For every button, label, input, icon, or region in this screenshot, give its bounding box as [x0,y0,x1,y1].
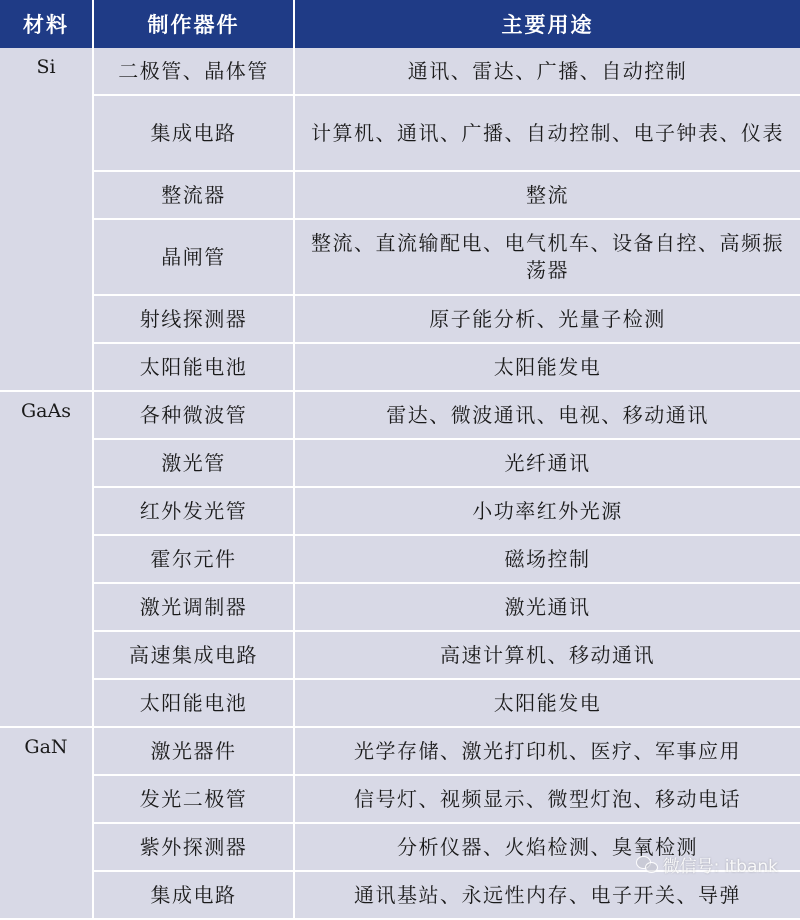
device-cell: 集成电路 [93,871,294,919]
use-cell: 原子能分析、光量子检测 [294,295,800,343]
use-cell: 计算机、通讯、广播、自动控制、电子钟表、仪表 [294,95,800,171]
table-row [0,775,800,823]
device-cell: 各种微波管 [93,391,294,439]
table-row [0,535,800,583]
material-cell: Si [0,48,93,391]
table-row [0,171,800,219]
table-row [0,95,800,171]
device-cell: 二极管、晶体管 [93,48,294,95]
device-cell: 晶闸管 [93,219,294,295]
device-cell: 高速集成电路 [93,631,294,679]
use-cell: 光学存储、激光打印机、医疗、军事应用 [294,727,800,775]
table-row [0,48,800,95]
table-row [0,439,800,487]
use-cell: 雷达、微波通讯、电视、移动通讯 [294,391,800,439]
device-cell: 发光二极管 [93,775,294,823]
device-cell: 太阳能电池 [93,679,294,727]
table-row [0,219,800,295]
use-cell: 整流 [294,171,800,219]
use-cell: 太阳能发电 [294,343,800,391]
device-cell: 整流器 [93,171,294,219]
table-row [0,631,800,679]
device-cell: 激光器件 [93,727,294,775]
table-row [0,871,800,919]
use-cell: 信号灯、视频显示、微型灯泡、移动电话 [294,775,800,823]
header-material: 材料 [0,0,93,48]
device-cell: 激光管 [93,439,294,487]
wechat-watermark [636,852,778,877]
device-cell: 紫外探测器 [93,823,294,871]
device-cell: 射线探测器 [93,295,294,343]
use-cell: 通讯基站、永远性内存、电子开关、导弹 [294,871,800,919]
material-cell: GaAs [0,391,93,727]
watermark-text: 微信号: itbank [662,857,778,877]
use-cell: 太阳能发电 [294,679,800,727]
table-row [0,343,800,391]
table-row [0,391,800,439]
device-cell: 太阳能电池 [93,343,294,391]
use-cell: 小功率红外光源 [294,487,800,535]
material-cell: GaN [0,727,93,919]
device-cell: 集成电路 [93,95,294,171]
use-cell: 激光通讯 [294,583,800,631]
use-cell: 整流、直流输配电、电气机车、设备自控、高频振荡器 [294,219,800,295]
table-row [0,295,800,343]
table-row [0,727,800,775]
use-cell: 分析仪器、火焰检测、臭氧检测 [294,823,800,871]
table-row [0,487,800,535]
device-cell: 霍尔元件 [93,535,294,583]
device-cell: 激光调制器 [93,583,294,631]
use-cell: 磁场控制 [294,535,800,583]
header-use: 主要用途 [294,0,800,48]
use-cell: 高速计算机、移动通讯 [294,631,800,679]
table-row [0,679,800,727]
table-row [0,583,800,631]
header-row [0,0,800,48]
use-cell: 通讯、雷达、广播、自动控制 [294,48,800,95]
header-device: 制作器件 [93,0,294,48]
wechat-icon [636,856,658,874]
use-cell: 光纤通讯 [294,439,800,487]
device-cell: 红外发光管 [93,487,294,535]
